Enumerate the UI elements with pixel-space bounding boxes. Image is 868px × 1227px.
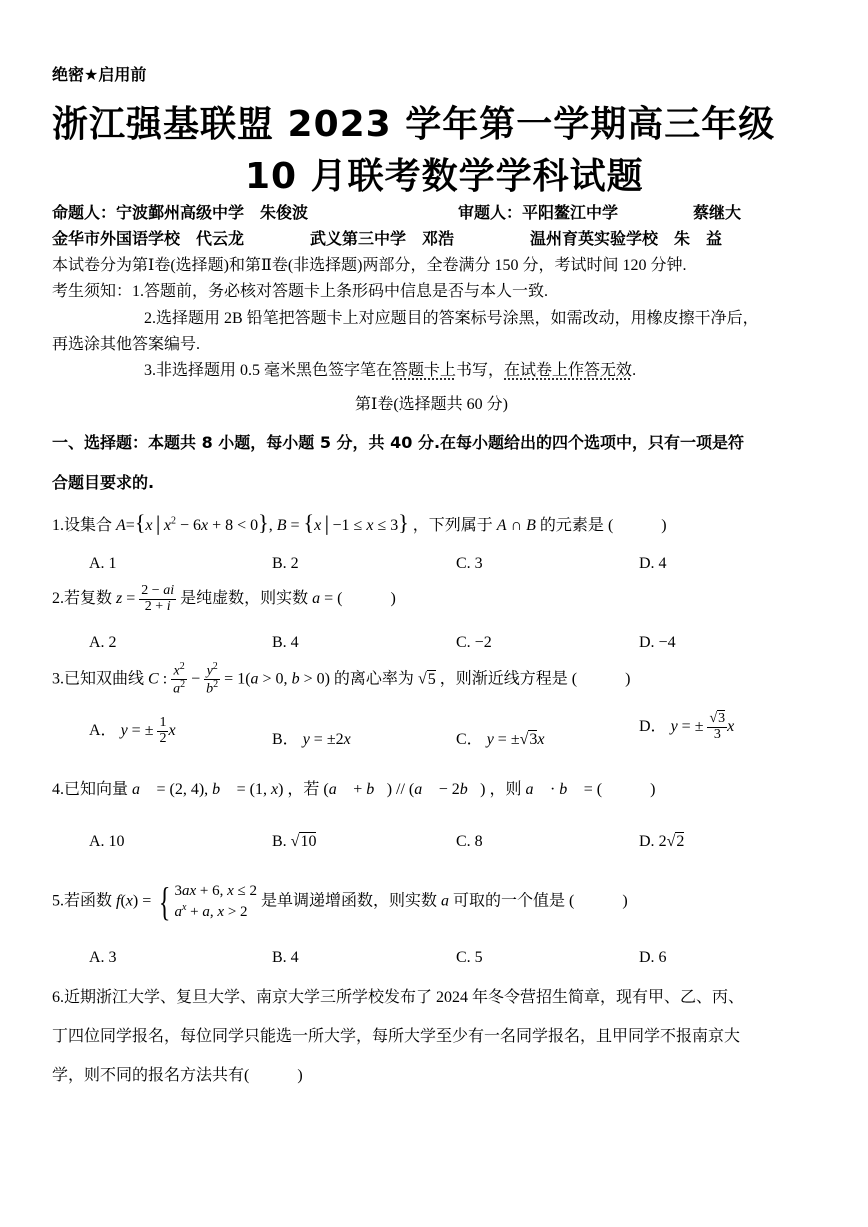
q3-option-d[interactable]: D． y = ± $\frac{√3}{3}$ x (639, 711, 735, 742)
question-6-line2: 丁四位同学报名，每位同学只能选一所大学，每所大学至少有一名同学报名，且甲同学不报南京大 (52, 1028, 741, 1045)
q4-option-d[interactable]: D. 2√2 (639, 833, 685, 850)
q3-option-c[interactable]: C． y = ±√3x (456, 731, 545, 748)
q3-stem-mid: 的离心率为 (333, 670, 414, 688)
q5-paren: ( ) (569, 892, 628, 910)
q5-stem-pre: 5.若函数 (52, 892, 113, 910)
paper-info: 本试卷分为第Ⅰ卷(选择题)和第Ⅱ卷(非选择题)两部分，全卷满分 150 分，考试时间 120 分钟. (52, 257, 687, 274)
q5-option-d[interactable]: D. 6 (639, 949, 667, 966)
q4-stem-mid: ，若 (287, 781, 320, 798)
author-line1-part3: 蔡继大 (693, 203, 742, 222)
notice-3 (144, 357, 636, 380)
q6-paren: ( ) (244, 1067, 303, 1084)
q4-option-b[interactable]: B. √10 (272, 833, 317, 850)
author-line2-part2: 武义第三中学 邓浩 (310, 229, 455, 248)
q5-option-b[interactable]: B. 4 (272, 949, 299, 966)
part1-heading: 第Ⅰ卷(选择题共 60 分) (355, 396, 508, 413)
q3-option-a[interactable]: A． y = ± $\frac{1}{2}$ x (89, 715, 176, 746)
question-5-stem: 5.若函数 f(x) = { 3ax + 6, x ≤ 2 $a^x + a$, x > 2 是单调递增函数，则实数 a 可取的一个值是 ( ) (52, 878, 628, 924)
q2-option-b[interactable]: B. 4 (272, 634, 299, 651)
section-instruction-line1: 一、选择题：本题共 8 小题，每小题 5 分，共 40 分.在每小题给出的四个选项中，只有一项是符 (52, 433, 745, 452)
notice-3-mid: 书写， (456, 362, 505, 379)
q4-paren: ( ) (596, 781, 656, 798)
q1-option-c[interactable]: C. 3 (456, 555, 483, 572)
q1-stem-pre: 1.设集合 (52, 517, 113, 534)
q5-piecewise: 3ax + 6, x ≤ 2 $a^x + a$, x > 2 (174, 883, 258, 921)
notice-3-end: . (632, 362, 637, 379)
author-line1-part2: 审题人：平阳鳌江中学 (458, 203, 619, 222)
q3-option-b[interactable]: B． y = ±2x (272, 731, 351, 748)
notice-3-underline-1: 答题卡上 (392, 362, 457, 379)
question-6-line1: 6.近期浙江大学、复旦大学、南京大学三所学校发布了 2024 年冬令营招生简章，现有甲、乙、丙、 (52, 989, 745, 1006)
q1-option-d[interactable]: D. 4 (639, 555, 667, 572)
notice-2b: 再选涂其他答案编号. (52, 336, 201, 353)
question-2-stem: 2.若复数 z = $\frac{2 - ai}{2 + i}$ 是纯虚数，则实数 a = ( ) (52, 583, 396, 614)
q4-option-c[interactable]: C. 8 (456, 833, 483, 850)
q1-option-b[interactable]: B. 2 (272, 555, 299, 572)
q1-stem-post: ，下列属于 (412, 517, 493, 534)
q2-paren: ( ) (337, 589, 396, 607)
notice-2a: 2.选择题用 2B 铅笔把答题卡上对应题目的答案标号涂黑，如需改动，用橡皮擦干净后， (144, 310, 759, 327)
q3-stem-pre: 3.已知双曲线 (52, 670, 145, 688)
author-line1-part1: 命题人：宁波鄞州高级中学 朱俊波 (52, 203, 309, 222)
question-1-stem: 1.设集合 $A=\{x│x^2 - 6x + 8 < 0\}$, B = {x│−1 ≤ x ≤ 3} ，下列属于 A ∩ B 的元素是 ( ) (52, 510, 667, 535)
exam-title-line1: 浙江强基联盟 2023 学年第一学期高三年级 (52, 104, 776, 145)
notice-3-pre: 3.非选择题用 0.5 毫米黑色签字笔在 (144, 362, 393, 379)
q4-stem-post: ，则 (489, 781, 522, 798)
q2-stem-post: 是纯虚数，则实数 (180, 589, 309, 607)
q1-set-formula: A (116, 517, 126, 534)
q5-stem-post: 是单调递增函数，则实数 (261, 892, 438, 910)
confidential-label: 绝密★启用前 (52, 65, 147, 84)
q5-option-c[interactable]: C. 5 (456, 949, 483, 966)
q5-stem-end: 可取的一个值是 (453, 892, 566, 910)
exam-title-line2: 10 月联考数学学科试题 (245, 156, 644, 197)
q6-line3-text: 学，则不同的报名方法共有 (52, 1067, 245, 1084)
q4-stem-pre: 4.已知向量 (52, 781, 129, 798)
q2-fraction: $\frac{2 - ai}{2 + i}$ (141, 583, 175, 614)
q4-option-a[interactable]: A. 10 (89, 833, 125, 850)
q2-option-a[interactable]: A. 2 (89, 634, 117, 651)
author-line2-part3: 温州育英实验学校 朱 益 (530, 229, 723, 248)
q3-paren: ( ) (571, 670, 631, 688)
question-4-stem: 4.已知向量 a⃗ = (2, 4), b⃗ = (1, x) ，若 (a⃗ + b⃗) // (a⃗ − 2b⃗) ，则 a⃗ · b⃗ = ( ) (52, 781, 656, 798)
question-3-stem: 3.已知双曲线 C : $\frac{x^2}{a^2}$ − $\frac{y^2}{b^2}$ = 1(a > 0, b > 0) 的离心率为 √5 ，则渐近线方程是 ( ) (52, 661, 631, 697)
q1-paren: ( ) (607, 517, 667, 534)
q2-option-c[interactable]: C. −2 (456, 634, 492, 651)
author-line2-part1: 金华市外国语学校 代云龙 (52, 229, 245, 248)
notice-1: 考生须知：1.答题前，务必核对答题卡上条形码中信息是否与本人一致. (52, 283, 549, 300)
q1-option-a[interactable]: A. 1 (89, 555, 117, 572)
question-6-line3 (52, 1062, 303, 1085)
q1-stem-end: 的元素是 (539, 517, 604, 534)
section-instruction-line2: 合题目要求的. (52, 473, 155, 492)
notice-3-underline-2: 在试卷上作答无效 (504, 362, 633, 379)
q2-option-d[interactable]: D. −4 (639, 634, 676, 651)
q3-stem-post: ，则渐近线方程是 (439, 670, 568, 688)
q5-option-a[interactable]: A. 3 (89, 949, 117, 966)
q2-stem-pre: 2.若复数 (52, 589, 113, 607)
